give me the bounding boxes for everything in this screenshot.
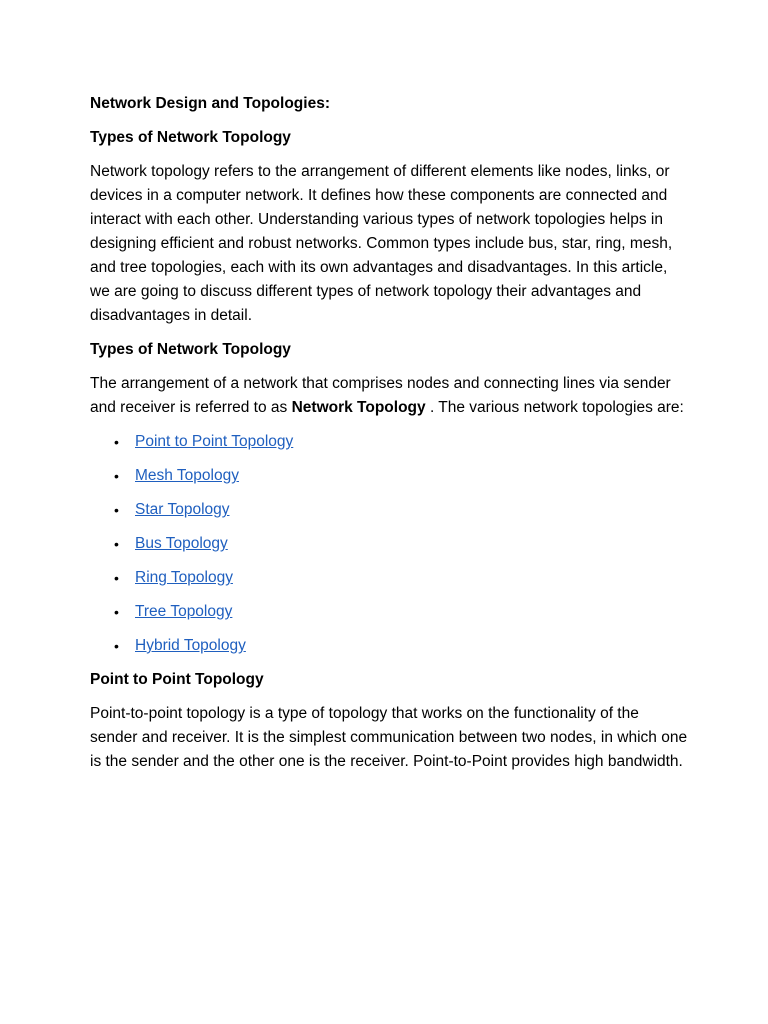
- list-item: [90, 430, 690, 464]
- point-to-point-paragraph: Point-to-point topology is a type of topology that works on the functionality of the sender and receiver. It is the simplest communication between two nodes, in which one is the sender and the other one is the receiver. Point-to-Point provides high bandwidth.: [90, 705, 688, 770]
- topology-link-list: [90, 430, 690, 668]
- arrangement-text-end: . The various network topologies are:: [425, 399, 684, 416]
- bullet-icon: •: [114, 604, 119, 620]
- list-item: [90, 634, 690, 668]
- list-item: [90, 464, 690, 498]
- link-bus-topology[interactable]: Bus Topology: [135, 535, 228, 552]
- section-heading-types: Types of Network Topology: [90, 129, 291, 146]
- list-item: [90, 566, 690, 600]
- section-heading-point-to-point: Point to Point Topology: [90, 671, 264, 688]
- link-hybrid-topology[interactable]: Hybrid Topology: [135, 637, 246, 654]
- link-star-topology[interactable]: Star Topology: [135, 501, 230, 518]
- intro-paragraph: Network topology refers to the arrangement of different elements like nodes, links, or devices in a computer network. It defines how these components are connected and interact with each other. Understanding various types of network topologies helps in designing efficient and robust networks. Common types include bus, star, ring, mesh, and tree topologies, each with its own advantages and disadvantages. In this article, we are going to discuss different types of network topology their advantages and disadvantages in detail.: [90, 163, 673, 324]
- list-item: [90, 532, 690, 566]
- section-heading-types-2: Types of Network Topology: [90, 341, 291, 358]
- bullet-icon: •: [114, 536, 119, 552]
- bullet-icon: •: [114, 434, 119, 450]
- bullet-icon: •: [114, 570, 119, 586]
- arrangement-paragraph: [90, 372, 690, 420]
- document-page: [90, 92, 690, 774]
- list-item: [90, 498, 690, 532]
- link-point-to-point-topology[interactable]: Point to Point Topology: [135, 433, 294, 450]
- bullet-icon: •: [114, 638, 119, 654]
- link-ring-topology[interactable]: Ring Topology: [135, 569, 233, 586]
- bullet-icon: •: [114, 468, 119, 484]
- link-tree-topology[interactable]: Tree Topology: [135, 603, 233, 620]
- network-topology-term: Network Topology: [291, 399, 426, 416]
- arrangement-text-start: The arrangement of a network that comprises nodes and connecting lines via sender and receiver is referred to as: [90, 375, 671, 416]
- list-item: [90, 600, 690, 634]
- bullet-icon: •: [114, 502, 119, 518]
- document-title: Network Design and Topologies:: [90, 95, 330, 112]
- link-mesh-topology[interactable]: Mesh Topology: [135, 467, 239, 484]
